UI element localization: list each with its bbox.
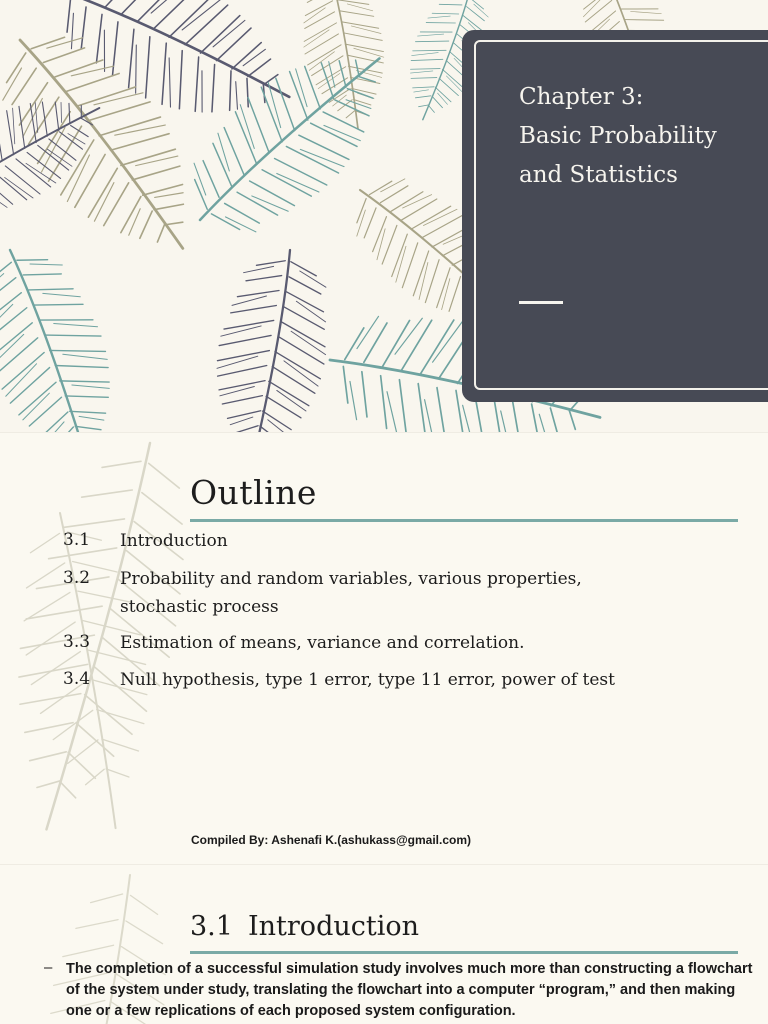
outline-slide bbox=[0, 432, 768, 864]
outline-item-number: 3.1 bbox=[63, 530, 91, 550]
title-slide bbox=[0, 0, 768, 432]
compiled-by-credit: Compiled By: Ashenafi K.(ashukass@gmail.com) bbox=[191, 833, 471, 847]
bullet-dash-marker: – bbox=[44, 959, 53, 976]
section-number: 3.1 bbox=[190, 911, 233, 942]
section-title-rule bbox=[190, 951, 738, 954]
title-box bbox=[462, 30, 768, 402]
outline-item-text: Introduction bbox=[120, 531, 228, 551]
title-underline-dash bbox=[519, 301, 563, 304]
outline-heading: Outline bbox=[190, 473, 317, 512]
introduction-paragraph: The completion of a successful simulation study involves much more than constructing a flowchart of the system under study, translating the flowchart into a computer “program,” and then making one or a few replications of each proposed system configuration. bbox=[66, 961, 753, 1019]
outline-item-text: Probability and random variables, various properties, stochastic process bbox=[120, 569, 582, 617]
chapter-label: Chapter 3: bbox=[519, 84, 644, 110]
chapter-title-line-1: Basic Probability bbox=[519, 123, 717, 149]
outline-item-text: Estimation of means, variance and correlation. bbox=[120, 633, 525, 653]
outline-item-text: Null hypothesis, type 1 error, type 11 error, power of test bbox=[120, 670, 615, 690]
outline-item-number: 3.4 bbox=[63, 669, 91, 689]
title-box-frame bbox=[474, 40, 768, 390]
section-title: Introduction bbox=[248, 911, 419, 942]
chapter-title-line-2: and Statistics bbox=[519, 162, 678, 188]
outline-item-number: 3.2 bbox=[63, 568, 91, 588]
outline-item-number: 3.3 bbox=[63, 632, 91, 652]
introduction-slide bbox=[0, 864, 768, 1024]
outline-heading-rule bbox=[190, 519, 738, 522]
